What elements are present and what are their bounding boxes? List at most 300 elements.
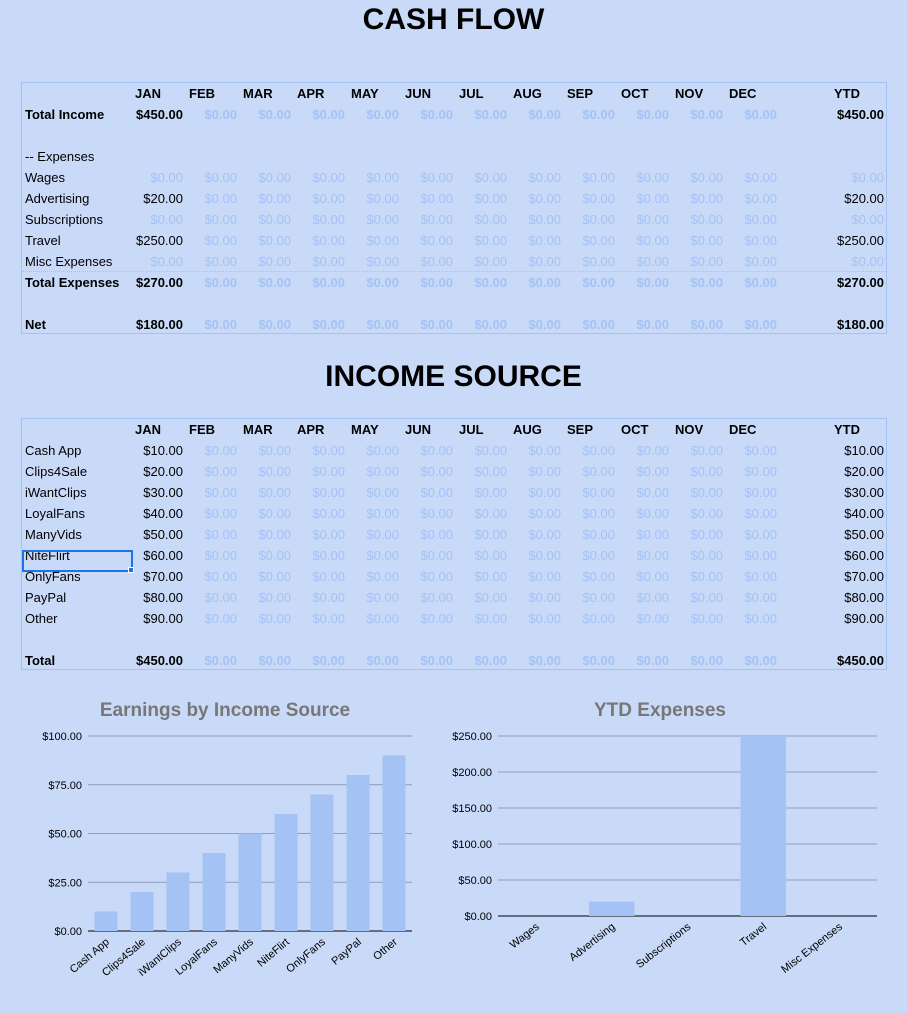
value-cell[interactable]: $0.00 — [420, 569, 453, 584]
y-tick-label: $100.00 — [42, 731, 82, 743]
value-cell[interactable]: $0.00 — [312, 170, 345, 185]
value-cell[interactable]: $0.00 — [312, 212, 345, 227]
row-label[interactable]: NiteFlirt — [25, 548, 70, 563]
value-cell[interactable]: $60.00 — [143, 548, 183, 563]
value-cell[interactable]: $0.00 — [582, 275, 615, 290]
value-cell[interactable]: $20.00 — [143, 191, 183, 206]
value-cell[interactable]: $0.00 — [744, 569, 777, 584]
value-cell[interactable]: $0.00 — [312, 191, 345, 206]
value-cell[interactable]: $0.00 — [312, 506, 345, 521]
value-cell[interactable]: $0.00 — [744, 485, 777, 500]
value-cell[interactable]: $0.00 — [312, 527, 345, 542]
value-cell[interactable]: $0.00 — [690, 527, 723, 542]
table-row — [22, 545, 886, 566]
value-cell[interactable]: $0.00 — [744, 590, 777, 605]
value-cell[interactable]: $0.00 — [258, 527, 291, 542]
row-label[interactable]: LoyalFans — [25, 506, 85, 521]
value-cell[interactable]: $0.00 — [366, 590, 399, 605]
value-cell[interactable]: $0.00 — [582, 212, 615, 227]
value-cell[interactable]: $0.00 — [690, 170, 723, 185]
value-cell[interactable]: $0.00 — [420, 212, 453, 227]
value-cell[interactable]: $0.00 — [474, 611, 507, 626]
ytd-cell[interactable]: $270.00 — [837, 275, 884, 290]
ytd-expenses-chart[interactable] — [440, 690, 900, 1010]
value-cell[interactable]: $0.00 — [204, 170, 237, 185]
value-cell[interactable]: $0.00 — [312, 590, 345, 605]
value-cell[interactable]: $0.00 — [204, 527, 237, 542]
row-label[interactable]: Other — [25, 611, 58, 626]
value-cell[interactable]: $0.00 — [744, 170, 777, 185]
value-cell[interactable]: $90.00 — [143, 611, 183, 626]
value-cell[interactable]: $0.00 — [690, 611, 723, 626]
value-cell[interactable]: $0.00 — [744, 233, 777, 248]
value-cell[interactable]: $0.00 — [312, 464, 345, 479]
value-cell[interactable]: $0.00 — [582, 590, 615, 605]
value-cell[interactable]: $0.00 — [420, 254, 453, 269]
value-cell[interactable]: $0.00 — [258, 485, 291, 500]
value-cell[interactable]: $0.00 — [366, 170, 399, 185]
row-label[interactable]: Wages — [25, 170, 65, 185]
value-cell[interactable]: $0.00 — [366, 275, 399, 290]
value-cell[interactable]: $0.00 — [420, 443, 453, 458]
value-cell[interactable]: $0.00 — [690, 653, 723, 668]
value-cell[interactable]: $0.00 — [150, 254, 183, 269]
value-cell[interactable]: $0.00 — [312, 653, 345, 668]
value-cell[interactable]: $0.00 — [690, 548, 723, 563]
value-cell[interactable]: $0.00 — [258, 569, 291, 584]
month-header-oct[interactable]: OCT — [621, 422, 649, 437]
value-cell[interactable]: $0.00 — [312, 254, 345, 269]
value-cell[interactable]: $0.00 — [258, 107, 291, 122]
value-cell[interactable]: $0.00 — [420, 527, 453, 542]
ytd-cell[interactable]: $450.00 — [837, 107, 884, 122]
value-cell[interactable]: $0.00 — [474, 653, 507, 668]
value-cell[interactable]: $0.00 — [204, 653, 237, 668]
value-cell[interactable]: $0.00 — [366, 506, 399, 521]
value-cell[interactable]: $0.00 — [204, 212, 237, 227]
value-cell[interactable]: $0.00 — [690, 317, 723, 332]
row-label[interactable]: Total Expenses — [25, 275, 120, 290]
value-cell[interactable]: $0.00 — [312, 233, 345, 248]
ytd-cell[interactable]: $80.00 — [844, 590, 884, 605]
month-header-dec[interactable]: DEC — [729, 86, 757, 101]
month-header-feb[interactable]: FEB — [189, 422, 215, 437]
value-cell[interactable]: $0.00 — [528, 464, 561, 479]
bar-onlyfans[interactable] — [310, 795, 333, 932]
value-cell[interactable]: $0.00 — [582, 485, 615, 500]
value-cell[interactable]: $0.00 — [636, 107, 669, 122]
value-cell[interactable]: $0.00 — [204, 548, 237, 563]
bar-paypal[interactable] — [346, 775, 369, 931]
value-cell[interactable]: $0.00 — [258, 254, 291, 269]
value-cell[interactable]: $0.00 — [528, 611, 561, 626]
value-cell[interactable]: $0.00 — [690, 569, 723, 584]
value-cell[interactable]: $0.00 — [366, 527, 399, 542]
value-cell[interactable]: $30.00 — [143, 485, 183, 500]
value-cell[interactable]: $0.00 — [366, 233, 399, 248]
value-cell[interactable]: $0.00 — [528, 191, 561, 206]
ytd-cell[interactable]: $20.00 — [844, 464, 884, 479]
value-cell[interactable]: $0.00 — [582, 233, 615, 248]
month-header-apr[interactable]: APR — [297, 86, 325, 101]
value-cell[interactable]: $0.00 — [420, 464, 453, 479]
value-cell[interactable]: $0.00 — [690, 191, 723, 206]
value-cell[interactable]: $0.00 — [474, 443, 507, 458]
ytd-header[interactable]: YTD — [834, 422, 860, 437]
value-cell[interactable]: $0.00 — [366, 485, 399, 500]
value-cell[interactable]: $0.00 — [528, 107, 561, 122]
value-cell[interactable]: $50.00 — [143, 527, 183, 542]
value-cell[interactable]: $0.00 — [312, 569, 345, 584]
value-cell[interactable]: $0.00 — [582, 170, 615, 185]
value-cell[interactable]: $0.00 — [528, 254, 561, 269]
value-cell[interactable]: $0.00 — [690, 590, 723, 605]
row-label[interactable]: iWantClips — [25, 485, 87, 500]
value-cell[interactable]: $450.00 — [136, 653, 183, 668]
value-cell[interactable]: $0.00 — [366, 212, 399, 227]
value-cell[interactable]: $0.00 — [582, 464, 615, 479]
month-header-sep[interactable]: SEP — [567, 422, 594, 437]
value-cell[interactable]: $0.00 — [474, 275, 507, 290]
value-cell[interactable]: $0.00 — [636, 170, 669, 185]
value-cell[interactable]: $0.00 — [636, 317, 669, 332]
value-cell[interactable]: $0.00 — [636, 569, 669, 584]
value-cell[interactable]: $0.00 — [636, 254, 669, 269]
earnings-by-income-source-chart[interactable] — [0, 690, 450, 1010]
value-cell[interactable]: $0.00 — [366, 653, 399, 668]
value-cell[interactable]: $10.00 — [143, 443, 183, 458]
month-header-feb[interactable]: FEB — [189, 86, 215, 101]
value-cell[interactable]: $0.00 — [474, 464, 507, 479]
value-cell[interactable]: $0.00 — [474, 107, 507, 122]
value-cell[interactable]: $0.00 — [744, 548, 777, 563]
x-tick-label: Wages — [507, 920, 542, 952]
value-cell[interactable]: $0.00 — [420, 653, 453, 668]
value-cell[interactable]: $0.00 — [258, 590, 291, 605]
value-cell[interactable]: $0.00 — [744, 506, 777, 521]
value-cell[interactable]: $0.00 — [636, 443, 669, 458]
value-cell[interactable]: $0.00 — [636, 191, 669, 206]
value-cell[interactable]: $0.00 — [744, 527, 777, 542]
value-cell[interactable]: $0.00 — [528, 170, 561, 185]
fill-handle[interactable] — [128, 567, 134, 573]
value-cell[interactable]: $0.00 — [258, 233, 291, 248]
row-label[interactable]: Net — [25, 317, 46, 332]
value-cell[interactable]: $0.00 — [744, 317, 777, 332]
value-cell[interactable]: $0.00 — [366, 464, 399, 479]
value-cell[interactable]: $0.00 — [582, 569, 615, 584]
value-cell[interactable]: $0.00 — [528, 212, 561, 227]
ytd-cell[interactable]: $0.00 — [851, 170, 884, 185]
row-label[interactable]: Total Income — [25, 107, 105, 122]
value-cell[interactable]: $0.00 — [150, 212, 183, 227]
value-cell[interactable]: $0.00 — [420, 611, 453, 626]
value-cell[interactable]: $0.00 — [474, 254, 507, 269]
row-label[interactable]: OnlyFans — [25, 569, 81, 584]
value-cell[interactable]: $0.00 — [744, 611, 777, 626]
row-label[interactable]: ManyVids — [25, 527, 82, 542]
value-cell[interactable]: $0.00 — [366, 254, 399, 269]
value-cell[interactable]: $0.00 — [690, 107, 723, 122]
value-cell[interactable]: $0.00 — [420, 170, 453, 185]
month-header-jul[interactable]: JUL — [459, 422, 484, 437]
value-cell[interactable]: $0.00 — [366, 107, 399, 122]
month-header-mar[interactable]: MAR — [243, 86, 273, 101]
value-cell[interactable]: $0.00 — [204, 611, 237, 626]
value-cell[interactable]: $0.00 — [474, 485, 507, 500]
value-cell[interactable]: $0.00 — [636, 485, 669, 500]
month-header-may[interactable]: MAY — [351, 422, 379, 437]
value-cell[interactable]: $0.00 — [582, 317, 615, 332]
value-cell[interactable]: $0.00 — [258, 464, 291, 479]
value-cell[interactable]: $0.00 — [474, 527, 507, 542]
value-cell[interactable]: $0.00 — [744, 254, 777, 269]
value-cell[interactable]: $0.00 — [204, 485, 237, 500]
value-cell[interactable]: $0.00 — [366, 611, 399, 626]
value-cell[interactable]: $0.00 — [204, 233, 237, 248]
value-cell[interactable]: $0.00 — [258, 191, 291, 206]
month-header-nov[interactable]: NOV — [675, 86, 704, 101]
ytd-cell[interactable]: $50.00 — [844, 527, 884, 542]
ytd-cell[interactable]: $40.00 — [844, 506, 884, 521]
value-cell[interactable]: $0.00 — [744, 275, 777, 290]
value-cell[interactable]: $0.00 — [474, 548, 507, 563]
value-cell[interactable]: $0.00 — [204, 254, 237, 269]
value-cell[interactable]: $0.00 — [420, 107, 453, 122]
value-cell[interactable]: $0.00 — [204, 590, 237, 605]
value-cell[interactable]: $0.00 — [312, 275, 345, 290]
value-cell[interactable]: $0.00 — [690, 464, 723, 479]
value-cell[interactable]: $0.00 — [528, 275, 561, 290]
month-header-mar[interactable]: MAR — [243, 422, 273, 437]
value-cell[interactable]: $0.00 — [258, 275, 291, 290]
value-cell[interactable]: $0.00 — [312, 611, 345, 626]
value-cell[interactable]: $0.00 — [474, 233, 507, 248]
value-cell[interactable]: $0.00 — [528, 485, 561, 500]
value-cell[interactable]: $0.00 — [258, 443, 291, 458]
month-header-dec[interactable]: DEC — [729, 422, 757, 437]
value-cell[interactable]: $0.00 — [582, 443, 615, 458]
month-header-apr[interactable]: APR — [297, 422, 325, 437]
ytd-header[interactable]: YTD — [834, 86, 860, 101]
value-cell[interactable]: $0.00 — [420, 275, 453, 290]
month-header-nov[interactable]: NOV — [675, 422, 704, 437]
x-tick-label: Advertising — [567, 920, 618, 964]
row-label[interactable]: -- Expenses — [25, 149, 95, 164]
value-cell[interactable]: $0.00 — [690, 233, 723, 248]
value-cell[interactable]: $0.00 — [744, 443, 777, 458]
value-cell[interactable]: $0.00 — [636, 464, 669, 479]
month-header-jun[interactable]: JUN — [405, 422, 432, 437]
bar-cash-app[interactable] — [94, 912, 117, 932]
value-cell[interactable]: $0.00 — [690, 275, 723, 290]
value-cell[interactable]: $0.00 — [474, 212, 507, 227]
value-cell[interactable]: $0.00 — [258, 170, 291, 185]
value-cell[interactable]: $0.00 — [420, 590, 453, 605]
month-header-oct[interactable]: OCT — [621, 86, 649, 101]
ytd-cell[interactable]: $0.00 — [851, 254, 884, 269]
value-cell[interactable]: $0.00 — [474, 506, 507, 521]
value-cell[interactable]: $0.00 — [690, 485, 723, 500]
value-cell[interactable]: $0.00 — [528, 443, 561, 458]
value-cell[interactable]: $0.00 — [366, 548, 399, 563]
value-cell[interactable]: $0.00 — [744, 464, 777, 479]
value-cell[interactable]: $450.00 — [136, 107, 183, 122]
value-cell[interactable]: $250.00 — [136, 233, 183, 248]
month-header-aug[interactable]: AUG — [513, 422, 542, 437]
value-cell[interactable]: $0.00 — [420, 191, 453, 206]
value-cell[interactable]: $0.00 — [636, 548, 669, 563]
row-label[interactable]: Subscriptions — [25, 212, 104, 227]
value-cell[interactable]: $0.00 — [420, 317, 453, 332]
month-header-may[interactable]: MAY — [351, 86, 379, 101]
value-cell[interactable]: $0.00 — [258, 653, 291, 668]
month-header-jan[interactable]: JAN — [135, 422, 162, 437]
value-cell[interactable]: $0.00 — [744, 107, 777, 122]
value-cell[interactable]: $0.00 — [528, 653, 561, 668]
value-cell[interactable]: $0.00 — [690, 212, 723, 227]
bar-advertising[interactable] — [589, 902, 634, 916]
value-cell[interactable]: $0.00 — [312, 317, 345, 332]
value-cell[interactable]: $0.00 — [204, 275, 237, 290]
x-tick-label: Subscriptions — [633, 920, 694, 972]
ytd-cell[interactable]: $20.00 — [844, 191, 884, 206]
month-header-aug[interactable]: AUG — [513, 86, 542, 101]
value-cell[interactable]: $0.00 — [690, 254, 723, 269]
month-header-jan[interactable]: JAN — [135, 86, 162, 101]
value-cell[interactable]: $0.00 — [204, 506, 237, 521]
row-label[interactable]: Advertising — [25, 191, 90, 206]
value-cell[interactable]: $0.00 — [474, 590, 507, 605]
value-cell[interactable]: $0.00 — [258, 506, 291, 521]
value-cell[interactable]: $20.00 — [143, 464, 183, 479]
value-cell[interactable]: $180.00 — [136, 317, 183, 332]
value-cell[interactable]: $0.00 — [366, 443, 399, 458]
value-cell[interactable]: $0.00 — [744, 212, 777, 227]
ytd-cell[interactable]: $250.00 — [837, 233, 884, 248]
bar-iwantclips[interactable] — [166, 873, 189, 932]
value-cell[interactable]: $0.00 — [474, 170, 507, 185]
month-header-sep[interactable]: SEP — [567, 86, 594, 101]
value-cell[interactable]: $270.00 — [136, 275, 183, 290]
month-header-jul[interactable]: JUL — [459, 86, 484, 101]
value-cell[interactable]: $0.00 — [204, 107, 237, 122]
row-label[interactable]: Cash App — [25, 443, 82, 458]
ytd-cell[interactable]: $10.00 — [844, 443, 884, 458]
value-cell[interactable]: $0.00 — [582, 527, 615, 542]
ytd-cell[interactable]: $180.00 — [837, 317, 884, 332]
value-cell[interactable]: $0.00 — [204, 569, 237, 584]
value-cell[interactable]: $0.00 — [528, 317, 561, 332]
value-cell[interactable]: $0.00 — [582, 107, 615, 122]
value-cell[interactable]: $0.00 — [528, 548, 561, 563]
value-cell[interactable]: $0.00 — [636, 653, 669, 668]
value-cell[interactable]: $0.00 — [420, 548, 453, 563]
value-cell[interactable]: $0.00 — [312, 443, 345, 458]
value-cell[interactable]: $0.00 — [258, 611, 291, 626]
value-cell[interactable]: $0.00 — [582, 653, 615, 668]
value-cell[interactable]: $0.00 — [258, 317, 291, 332]
value-cell[interactable]: $0.00 — [636, 275, 669, 290]
value-cell[interactable]: $0.00 — [312, 548, 345, 563]
value-cell[interactable]: $0.00 — [258, 212, 291, 227]
value-cell[interactable]: $0.00 — [204, 191, 237, 206]
row-label[interactable]: Clips4Sale — [25, 464, 88, 479]
row-label[interactable]: Total — [25, 653, 56, 668]
row-label[interactable]: Misc Expenses — [25, 254, 113, 269]
value-cell[interactable]: $0.00 — [366, 569, 399, 584]
selected-cell[interactable] — [22, 550, 133, 572]
value-cell[interactable]: $0.00 — [528, 569, 561, 584]
value-cell[interactable]: $0.00 — [528, 233, 561, 248]
value-cell[interactable]: $0.00 — [312, 485, 345, 500]
value-cell[interactable]: $0.00 — [582, 191, 615, 206]
value-cell[interactable]: $0.00 — [636, 611, 669, 626]
value-cell[interactable]: $0.00 — [528, 527, 561, 542]
value-cell[interactable]: $0.00 — [744, 191, 777, 206]
value-cell[interactable]: $0.00 — [690, 443, 723, 458]
value-cell[interactable]: $0.00 — [204, 317, 237, 332]
value-cell[interactable]: $0.00 — [744, 653, 777, 668]
ytd-cell[interactable]: $30.00 — [844, 485, 884, 500]
value-cell[interactable]: $40.00 — [143, 506, 183, 521]
bar-travel[interactable] — [741, 736, 786, 916]
value-cell[interactable]: $0.00 — [582, 506, 615, 521]
value-cell[interactable]: $0.00 — [258, 548, 291, 563]
value-cell[interactable]: $0.00 — [474, 569, 507, 584]
ytd-cell[interactable]: $70.00 — [844, 569, 884, 584]
value-cell[interactable]: $0.00 — [636, 212, 669, 227]
value-cell[interactable]: $0.00 — [636, 233, 669, 248]
value-cell[interactable]: $0.00 — [582, 254, 615, 269]
bar-manyvids[interactable] — [238, 834, 261, 932]
value-cell[interactable]: $0.00 — [582, 611, 615, 626]
value-cell[interactable]: $0.00 — [420, 233, 453, 248]
bar-other[interactable] — [382, 756, 405, 932]
row-label[interactable]: PayPal — [25, 590, 67, 605]
value-cell[interactable]: $0.00 — [636, 527, 669, 542]
bar-niteflirt[interactable] — [274, 814, 297, 931]
value-cell[interactable]: $0.00 — [636, 590, 669, 605]
ytd-cell[interactable]: $90.00 — [844, 611, 884, 626]
value-cell[interactable]: $0.00 — [366, 191, 399, 206]
value-cell[interactable]: $0.00 — [528, 590, 561, 605]
table-row — [22, 650, 886, 671]
ytd-cell[interactable]: $0.00 — [851, 212, 884, 227]
row-label[interactable]: Travel — [25, 233, 61, 248]
value-cell[interactable]: $0.00 — [690, 506, 723, 521]
value-cell[interactable]: $0.00 — [528, 506, 561, 521]
ytd-cell[interactable]: $60.00 — [844, 548, 884, 563]
value-cell[interactable]: $0.00 — [474, 191, 507, 206]
value-cell[interactable]: $0.00 — [150, 170, 183, 185]
ytd-cell[interactable]: $450.00 — [837, 653, 884, 668]
value-cell[interactable]: $0.00 — [204, 443, 237, 458]
bar-loyalfans[interactable] — [202, 853, 225, 931]
value-cell[interactable]: $0.00 — [636, 506, 669, 521]
value-cell[interactable]: $0.00 — [420, 506, 453, 521]
month-header-jun[interactable]: JUN — [405, 86, 432, 101]
value-cell[interactable]: $80.00 — [143, 590, 183, 605]
value-cell[interactable]: $0.00 — [366, 317, 399, 332]
bar-clips4sale[interactable] — [130, 892, 153, 931]
value-cell[interactable]: $70.00 — [143, 569, 183, 584]
value-cell[interactable]: $0.00 — [312, 107, 345, 122]
value-cell[interactable]: $0.00 — [204, 464, 237, 479]
value-cell[interactable]: $0.00 — [420, 485, 453, 500]
value-cell[interactable]: $0.00 — [474, 317, 507, 332]
value-cell[interactable]: $0.00 — [582, 548, 615, 563]
